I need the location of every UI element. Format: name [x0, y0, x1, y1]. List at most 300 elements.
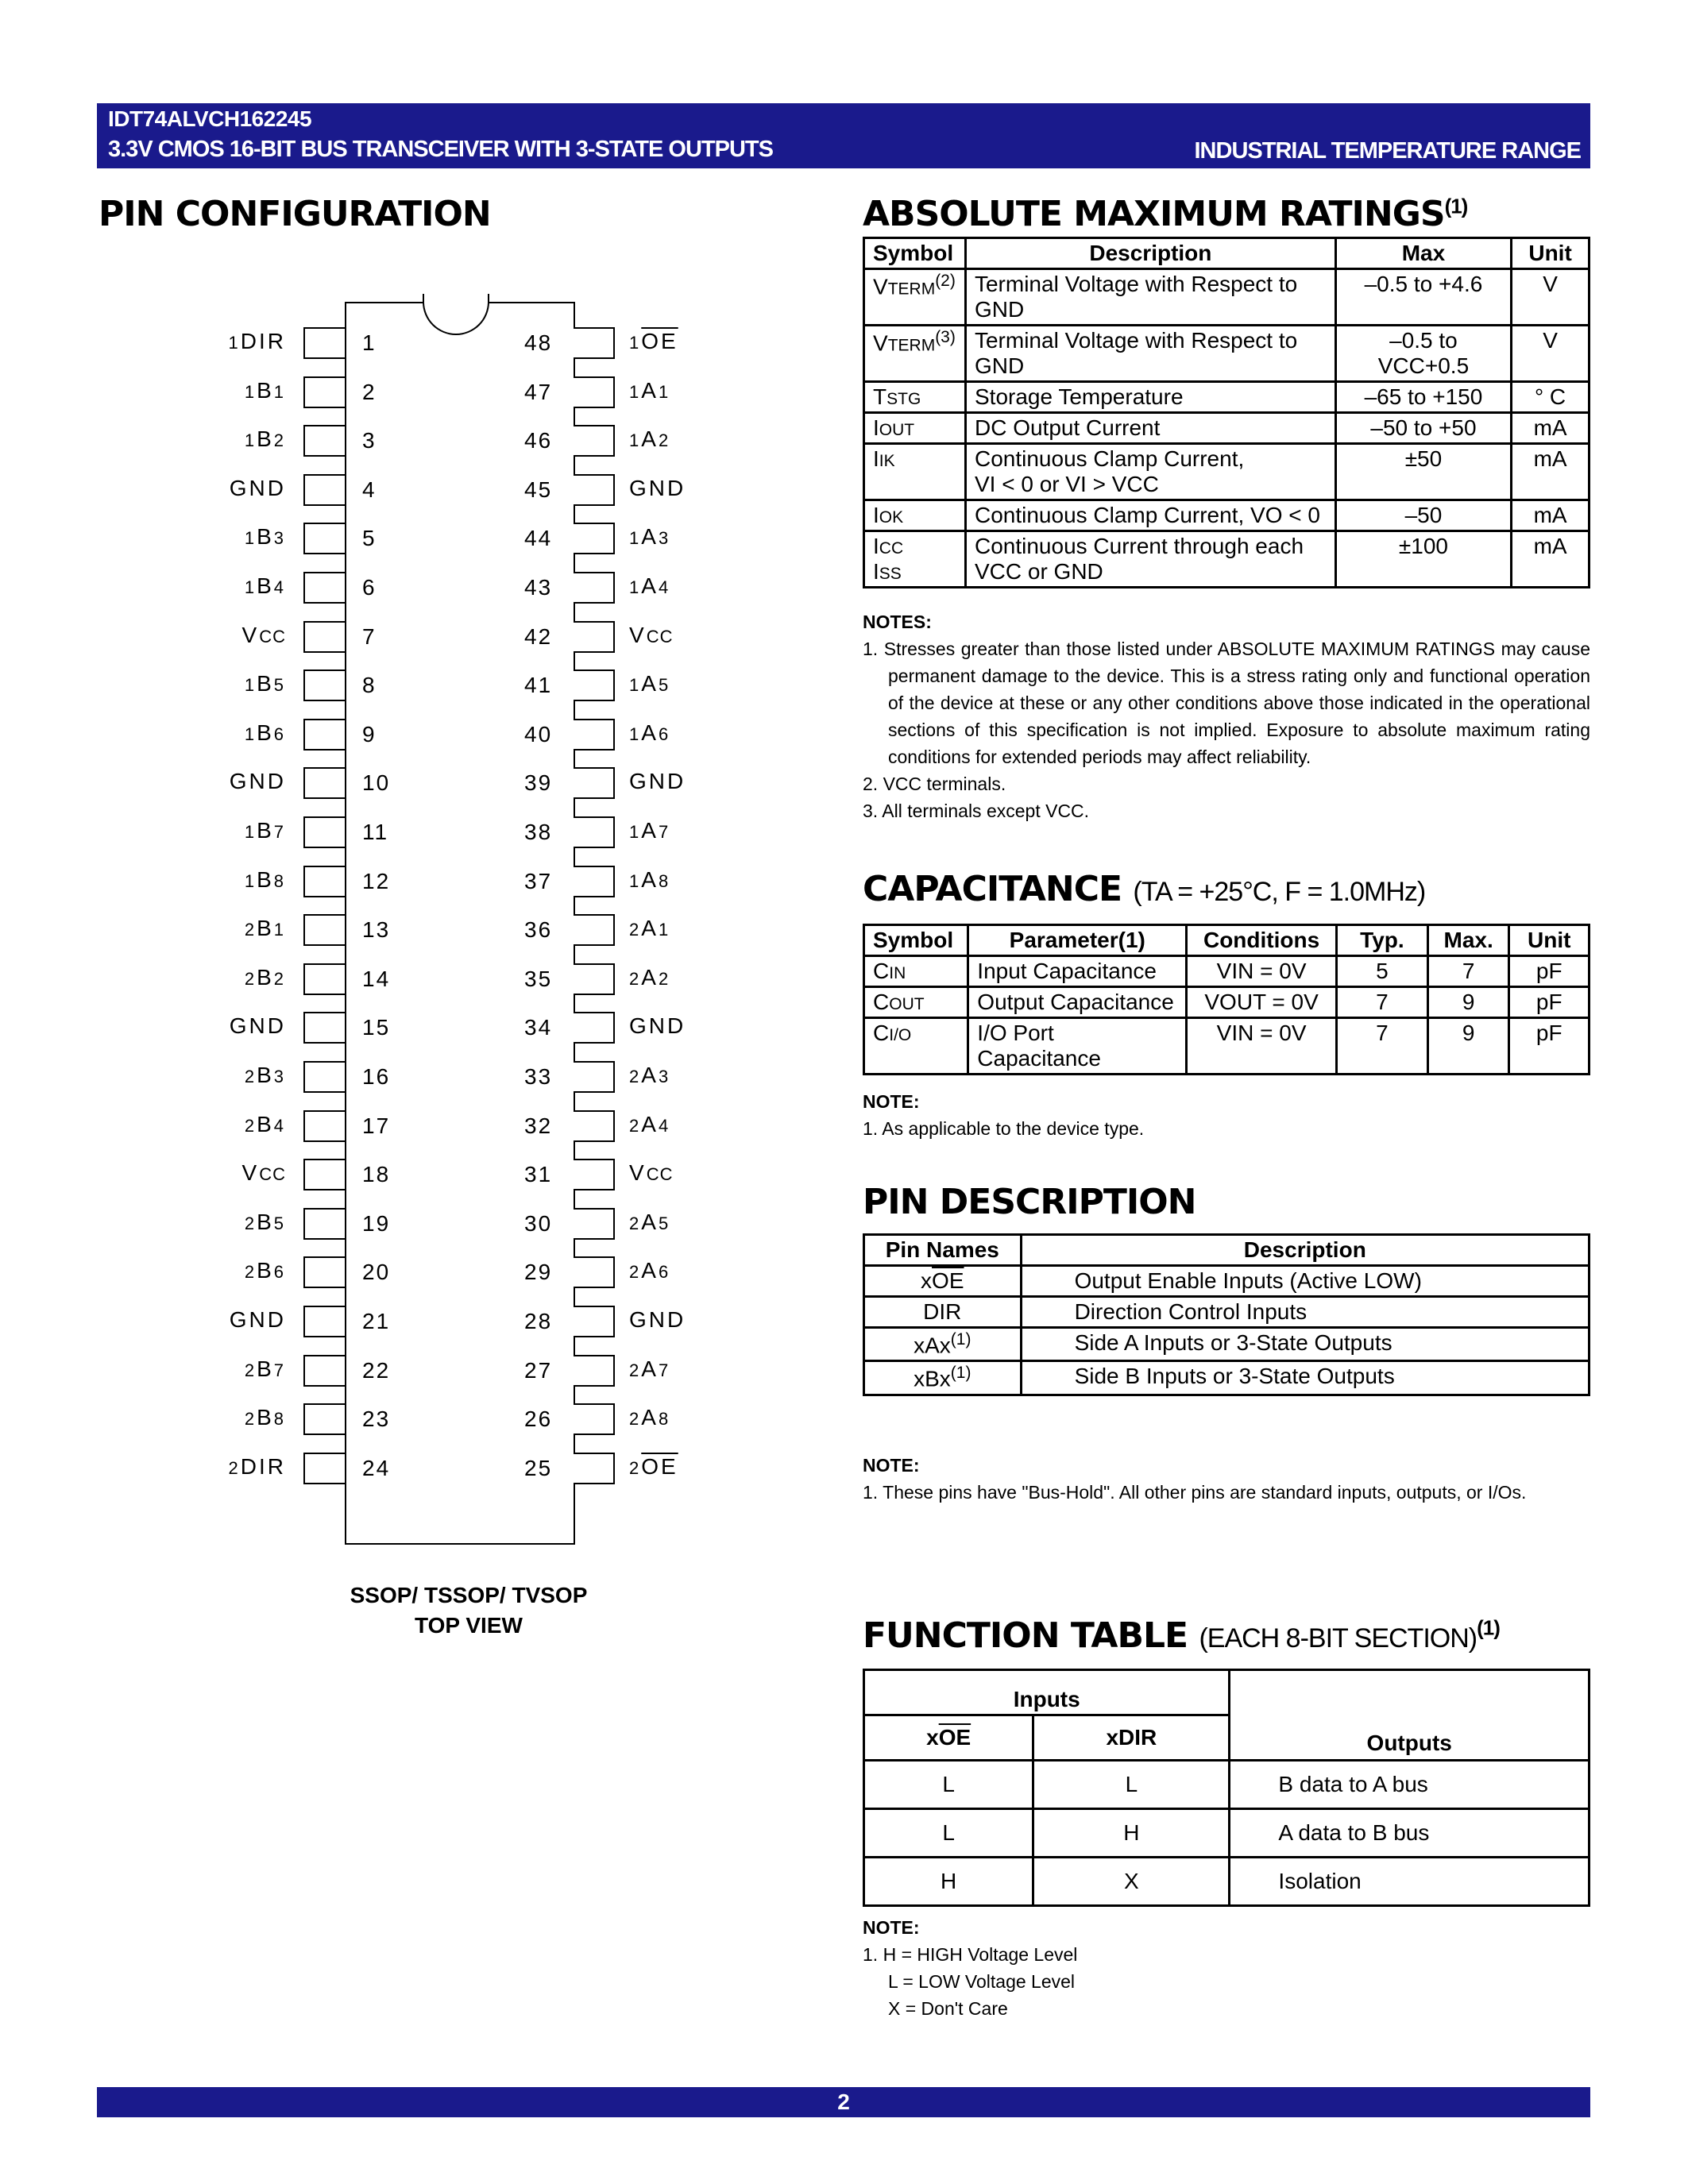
pin-number: 33: [524, 1064, 553, 1089]
typ-cell: 5: [1336, 956, 1427, 987]
unit-cell: pF: [1509, 987, 1590, 1018]
pin-name: B: [257, 916, 274, 941]
pin-label: [245, 426, 286, 452]
pin-number: 46: [524, 428, 553, 453]
pin-index: 6: [658, 1262, 671, 1283]
symbol-line: [873, 534, 956, 559]
max-cell: –0.5 to VCC+0.5: [1335, 326, 1511, 382]
table-row: [864, 1361, 1590, 1395]
pin-label: [629, 1454, 678, 1480]
pin-name: A: [641, 866, 659, 892]
table-row: [864, 382, 1590, 413]
pin-number: 26: [524, 1406, 553, 1432]
description-line: Terminal Voltage with Respect to GND: [974, 272, 1298, 322]
pin-prefix: 1: [629, 870, 642, 891]
pin-prefix: 1: [244, 577, 257, 597]
max-cell: –0.5 to +4.6: [1335, 269, 1511, 326]
pin-label: [230, 476, 286, 501]
pin-name: DIR: [240, 1453, 286, 1479]
pin-lead: [574, 767, 615, 799]
pin-prefix: 2: [244, 968, 257, 989]
abs-max-title-text: ABSOLUTE MAXIMUM RATINGS: [863, 194, 1445, 234]
table-row: [864, 326, 1590, 382]
pin-label: [629, 867, 670, 893]
pin-index: 8: [658, 870, 671, 891]
max-cell: ±50: [1335, 444, 1511, 500]
pin-name: V: [241, 622, 260, 647]
symbol-main: I: [873, 559, 879, 584]
conditions-cell: VIN = 0V: [1187, 956, 1337, 987]
note-item: 1. H = HIGH Voltage Level: [863, 1944, 1078, 1965]
pin-number: 19: [362, 1210, 391, 1236]
pin-index: 8: [273, 870, 286, 891]
capacitance-table: [863, 924, 1590, 1075]
pin-label: [629, 1210, 670, 1235]
pin-number: 31: [524, 1162, 553, 1187]
pin-label: [245, 818, 286, 843]
max-cell: –65 to +150: [1335, 382, 1511, 413]
pin-name: A: [641, 1258, 659, 1283]
pin-index: 1: [273, 381, 286, 402]
pin-index: 1: [273, 920, 286, 940]
description-line: VI < 0 or VI > VCC: [974, 472, 1159, 496]
pin-name-sub: CC: [646, 1164, 674, 1185]
col-max: Max.: [1427, 925, 1509, 956]
description-line: Continuous Clamp Current, VO < 0: [974, 503, 1320, 527]
pin-name: GND: [229, 769, 286, 794]
col-xdir: xDIR: [1033, 1715, 1230, 1761]
pin-name: xAx: [914, 1333, 951, 1358]
table-row: [864, 1761, 1590, 1809]
pin-index: 8: [658, 1409, 671, 1430]
pin-label: [245, 1356, 286, 1382]
pin-label: [245, 378, 286, 403]
pin-lead: [303, 523, 345, 554]
pin-lead: [303, 1208, 345, 1240]
pin-number: 40: [524, 721, 553, 747]
parameter-cell: Output Capacitance: [968, 987, 1187, 1018]
pin-prefix: 1: [629, 822, 642, 842]
pin-number: 12: [362, 868, 391, 893]
pin-prefix: 1: [244, 528, 257, 549]
typ-cell: 7: [1336, 1018, 1427, 1075]
pin-name-sub: CC: [259, 1164, 286, 1185]
pin-label: [629, 329, 678, 354]
xoe-cell: L: [864, 1809, 1033, 1858]
pin-label: [245, 573, 286, 599]
inputs-header: Inputs: [864, 1670, 1230, 1715]
pin-number: 8: [362, 673, 377, 698]
abs-max-notes: [863, 608, 1590, 824]
pin-name: GND: [629, 1307, 686, 1332]
pin-name: A: [641, 1063, 659, 1087]
pin-index: 1: [658, 920, 671, 940]
pin-lead: [574, 1453, 615, 1484]
pin-lead: [303, 621, 345, 653]
table-row: [864, 1018, 1590, 1075]
pin-prefix: 2: [629, 1360, 642, 1380]
pin-name: V: [629, 1160, 647, 1186]
description-line: Storage Temperature: [974, 384, 1184, 409]
unit-cell: mA: [1512, 444, 1590, 500]
pin-name: A: [641, 916, 659, 941]
description-cell: Side A Inputs or 3-State Outputs: [1021, 1328, 1589, 1361]
pin-label: [629, 916, 670, 941]
table-row: [864, 413, 1590, 444]
pin-label: [245, 867, 286, 893]
unit-cell: pF: [1509, 956, 1590, 987]
pin-number: 4: [362, 477, 377, 502]
table-row: [864, 444, 1590, 500]
pin-lead: [303, 1453, 345, 1484]
pin-name: B: [257, 1209, 274, 1234]
pin-label: [229, 1454, 286, 1480]
table-row: [864, 987, 1590, 1018]
description-cell: [965, 531, 1335, 588]
description-cell: [965, 413, 1335, 444]
pin-lead: [303, 1159, 345, 1190]
pin-index: 3: [658, 528, 671, 549]
col-xoe: $x\overline{OE}$: [864, 1715, 1033, 1761]
view-label: TOP VIEW: [415, 1613, 523, 1638]
pin-number: 7: [362, 623, 377, 649]
pin-index: 4: [273, 1115, 286, 1136]
symbol-sub: OUT: [879, 421, 915, 439]
pin-number: 29: [524, 1260, 553, 1285]
table-row: [864, 1858, 1590, 1906]
pin-lead: [303, 963, 345, 995]
conditions-cell: VIN = 0V: [1187, 1018, 1337, 1075]
symbol-line: [873, 559, 956, 585]
pin-number: 44: [524, 526, 553, 551]
pin-prefix: 2: [244, 1360, 257, 1380]
pin-index: 6: [273, 723, 286, 744]
pin-number: 36: [524, 917, 553, 943]
notes-heading: NOTES:: [863, 612, 932, 632]
col-unit: Unit: [1509, 925, 1590, 956]
pin-lead: [303, 669, 345, 701]
pin-index: 3: [273, 528, 286, 549]
max-cell: 7: [1427, 956, 1509, 987]
function-table-title-note: (1): [1477, 1615, 1500, 1640]
pin-number: 22: [362, 1357, 391, 1383]
header-band: [97, 103, 1590, 168]
symbol-sub: TERM: [887, 280, 936, 299]
pin-number: 30: [524, 1210, 553, 1236]
pin-label: [629, 426, 670, 452]
symbol-main: C: [873, 959, 890, 983]
pin-label: [629, 720, 670, 746]
pin-number: 6: [362, 575, 377, 600]
pin-prefix: 2: [629, 1115, 642, 1136]
pin-lead: [303, 914, 345, 946]
description-cell: Side B Inputs or 3-State Outputs: [1021, 1361, 1589, 1395]
description-line: Continuous Clamp Current,: [974, 446, 1245, 471]
part-number: IDT74ALVCH162245: [108, 106, 312, 131]
pin-name: B: [257, 866, 274, 892]
pin-prefix: 1: [244, 675, 257, 696]
pin-prefix: 1: [629, 333, 642, 353]
page-number: 2: [837, 2089, 850, 2114]
symbol-sub: OUT: [889, 995, 925, 1013]
pin-index: 4: [273, 577, 286, 597]
temperature-range: INDUSTRIAL TEMPERATURE RANGE: [1194, 138, 1581, 164]
pin-lead: [574, 914, 615, 946]
pin-lead: [574, 376, 615, 408]
pin-lead: [574, 572, 615, 604]
pin-prefix: 1: [629, 430, 642, 451]
symbol-cell: [864, 444, 966, 500]
pin-lead: [303, 1306, 345, 1337]
function-table-title: [863, 1615, 1500, 1656]
max-cell: –50: [1335, 500, 1511, 531]
pin-index: 1: [658, 381, 671, 402]
symbol-sub: IN: [889, 964, 906, 982]
output-cell: Isolation: [1230, 1858, 1590, 1906]
pin-prefix: 1: [228, 333, 241, 353]
pin-lead: [574, 1403, 615, 1435]
pin-name: $\overline{OE}$: [641, 329, 678, 353]
pin-index: 2: [273, 430, 286, 451]
pin-label: [245, 1112, 286, 1137]
pin-index: 5: [273, 675, 286, 696]
pin-lead: [303, 719, 345, 751]
pin-number: 35: [524, 966, 553, 991]
unit-cell: mA: [1512, 500, 1590, 531]
pin-index: 2: [658, 968, 671, 989]
unit-cell: mA: [1512, 531, 1590, 588]
pin-prefix: 2: [244, 1213, 257, 1233]
pin-prefix: 2: [244, 1115, 257, 1136]
pin-name: GND: [629, 1013, 686, 1039]
pin-index: 7: [273, 822, 286, 842]
symbol-main: I: [873, 415, 879, 440]
function-table-title-text: FUNCTION TABLE: [863, 1615, 1188, 1656]
pin-name: GND: [629, 475, 686, 500]
col-conditions: Conditions: [1187, 925, 1337, 956]
description-cell: [965, 444, 1335, 500]
symbol-cell: [864, 413, 966, 444]
pin-name-cell: [864, 1361, 1022, 1395]
pin-name: A: [641, 1209, 659, 1234]
note-item: 1. Stresses greater than those listed under ABSOLUTE MAXIMUM RATINGS may cause permanent damage to the device. This is a stress rating only and functional operation of the device at these or any other conditions above those indicated in the operational sections of this specification is not implied. Exposure to absolute maximum rating conditions for extended periods may affect reliability.: [863, 639, 1590, 767]
pin-number: 47: [524, 379, 553, 404]
pin-description-table: [863, 1233, 1590, 1396]
pin-number: 42: [524, 623, 553, 649]
pin-lead: [303, 474, 345, 506]
pin-label: [245, 524, 286, 550]
symbol-sub: STG: [886, 390, 921, 408]
pin-label: [245, 671, 286, 696]
pin-number: 37: [524, 868, 553, 893]
symbol-cell: [864, 987, 968, 1018]
note-item: 1. These pins have "Bus-Hold". All other pins are standard inputs, outputs, or I/Os.: [863, 1482, 1527, 1503]
xdir-cell: H: [1033, 1809, 1230, 1858]
unit-cell: V: [1512, 269, 1590, 326]
table-row: [864, 1266, 1590, 1297]
note-item: 3. All terminals except VCC.: [863, 801, 1090, 821]
pin-prefix: 1: [629, 528, 642, 549]
pin-name: B: [257, 1063, 274, 1087]
description-line: Terminal Voltage with Respect to GND: [974, 328, 1298, 378]
xoe-cell: L: [864, 1761, 1033, 1809]
description-cell: [965, 326, 1335, 382]
pin-lead: [303, 866, 345, 897]
symbol-sub: OK: [879, 508, 904, 527]
pin-lead: [574, 669, 615, 701]
col-max: Max: [1335, 238, 1511, 269]
col-pin-names: Pin Names: [864, 1235, 1022, 1266]
pin-label: [629, 476, 686, 501]
pin-name: GND: [229, 1013, 286, 1039]
unit-cell: pF: [1509, 1018, 1590, 1075]
symbol-main: V: [873, 330, 888, 356]
pin-prefix: 2: [629, 968, 642, 989]
pin-name-cell: [864, 1297, 1022, 1328]
pin-name: B: [257, 818, 274, 843]
pin-label: [629, 1013, 686, 1039]
pin-number: 5: [362, 526, 377, 551]
description-cell: [965, 269, 1335, 326]
symbol-cell: [864, 531, 966, 588]
pin-number: 2: [362, 379, 377, 404]
description-cell: Direction Control Inputs: [1021, 1297, 1589, 1328]
pin-label: [629, 1160, 673, 1186]
pin-index: 7: [658, 822, 671, 842]
pin-name: B: [257, 671, 274, 696]
pin-name: V: [241, 1160, 260, 1186]
pin-number: 34: [524, 1015, 553, 1040]
pin-number: 41: [524, 673, 553, 698]
footer-band: [97, 2087, 1590, 2117]
pin-index: 2: [273, 968, 286, 989]
xdir-cell: L: [1033, 1761, 1230, 1809]
note-item: 2. VCC terminals.: [863, 774, 1006, 794]
col-symbol: Symbol: [864, 925, 968, 956]
pin-number: 3: [362, 428, 377, 453]
col-symbol: Symbol: [864, 238, 966, 269]
pin-name: A: [641, 524, 659, 550]
pin-number: 14: [362, 966, 391, 991]
notes-heading: NOTE:: [863, 1455, 920, 1476]
symbol-main: V: [873, 274, 888, 299]
pin-label: [629, 965, 670, 990]
pin-prefix: 1: [629, 381, 642, 402]
table-row: [864, 269, 1590, 326]
pin-lead: [574, 866, 615, 897]
pin-label: [629, 818, 670, 843]
output-cell: A data to B bus: [1230, 1809, 1590, 1858]
pin-prefix: 1: [629, 577, 642, 597]
pin-name-sub: CC: [259, 626, 286, 646]
pin-number: 45: [524, 477, 553, 502]
col-description: Description: [1021, 1235, 1589, 1266]
pin-index: 4: [658, 1115, 671, 1136]
pin-note: (1): [950, 1330, 971, 1349]
pin-lead: [303, 1355, 345, 1387]
table-row: [864, 956, 1590, 987]
description-cell: [965, 382, 1335, 413]
pin-lead: [574, 1110, 615, 1142]
pin-index: 2: [658, 430, 671, 451]
pin-number: 16: [362, 1064, 391, 1089]
pin-lead: [303, 376, 345, 408]
pin-name: GND: [229, 475, 286, 500]
pin-label: [245, 916, 286, 941]
xoe-cell: H: [864, 1858, 1033, 1906]
pin-number: 18: [362, 1162, 391, 1187]
table-row: [864, 531, 1590, 588]
pin-number: 25: [524, 1455, 553, 1480]
symbol-cell: [864, 1018, 968, 1075]
table-row: [864, 1297, 1590, 1328]
pin-label: [629, 1405, 670, 1430]
unit-cell: V: [1512, 326, 1590, 382]
max-cell: ±100: [1335, 531, 1511, 588]
output-cell: B data to A bus: [1230, 1761, 1590, 1809]
pin-label: [629, 1063, 670, 1088]
pin-prefix: 1: [244, 381, 257, 402]
pin-lead: [303, 1256, 345, 1288]
pin-index: 5: [658, 675, 671, 696]
symbol-sub: TERM: [887, 336, 936, 355]
pin-name: A: [641, 573, 659, 598]
pin-number: 28: [524, 1309, 553, 1333]
pin-lead: [574, 1208, 615, 1240]
description-line: VCC or GND: [974, 559, 1103, 584]
pin-number: 15: [362, 1015, 391, 1040]
pin-name: A: [641, 1111, 659, 1136]
pin-lead: [574, 621, 615, 653]
pin-label: [629, 1356, 670, 1382]
pin-prefix: 2: [629, 920, 642, 940]
pin-prefix: 2: [629, 1213, 642, 1233]
pin-name-cell: [864, 1266, 1022, 1297]
pin-name: B: [257, 524, 274, 550]
col-description: Description: [965, 238, 1335, 269]
pin-name: B: [257, 964, 274, 990]
pin-number: 21: [362, 1309, 391, 1333]
max-cell: –50 to +50: [1335, 413, 1511, 444]
function-table-subtitle: (EACH 8-BIT SECTION): [1199, 1623, 1477, 1653]
table-row: [864, 1809, 1590, 1858]
capacitance-notes: [863, 1088, 1590, 1142]
pin-index: 6: [658, 723, 671, 744]
unit-cell: ° C: [1512, 382, 1590, 413]
pin-name: A: [641, 377, 659, 403]
pin-config-title: PIN CONFIGURATION: [98, 194, 491, 234]
abs-max-table: [863, 237, 1590, 588]
function-table-notes: [863, 1914, 1590, 2022]
symbol-sub: I/O: [889, 1026, 912, 1044]
pin-number: 39: [524, 770, 553, 796]
pin-number: 17: [362, 1113, 391, 1138]
pin-label: [629, 573, 670, 599]
pin-lead: [303, 1110, 345, 1142]
note-item: L = LOW Voltage Level: [888, 1971, 1076, 1992]
pin-prefix: 2: [629, 1457, 642, 1478]
pin-prefix: 1: [244, 430, 257, 451]
pin-name: B: [257, 1405, 274, 1430]
pin-lead: [303, 425, 345, 457]
pin-number: 32: [524, 1113, 553, 1138]
symbol-main: C: [873, 1021, 890, 1045]
pin-prefix: 1: [244, 723, 257, 744]
parameter-cell: I/O Port Capacitance: [968, 1018, 1187, 1075]
pin-name: DIR: [923, 1299, 962, 1324]
pin-label: [229, 329, 286, 354]
function-table: [863, 1669, 1590, 1907]
